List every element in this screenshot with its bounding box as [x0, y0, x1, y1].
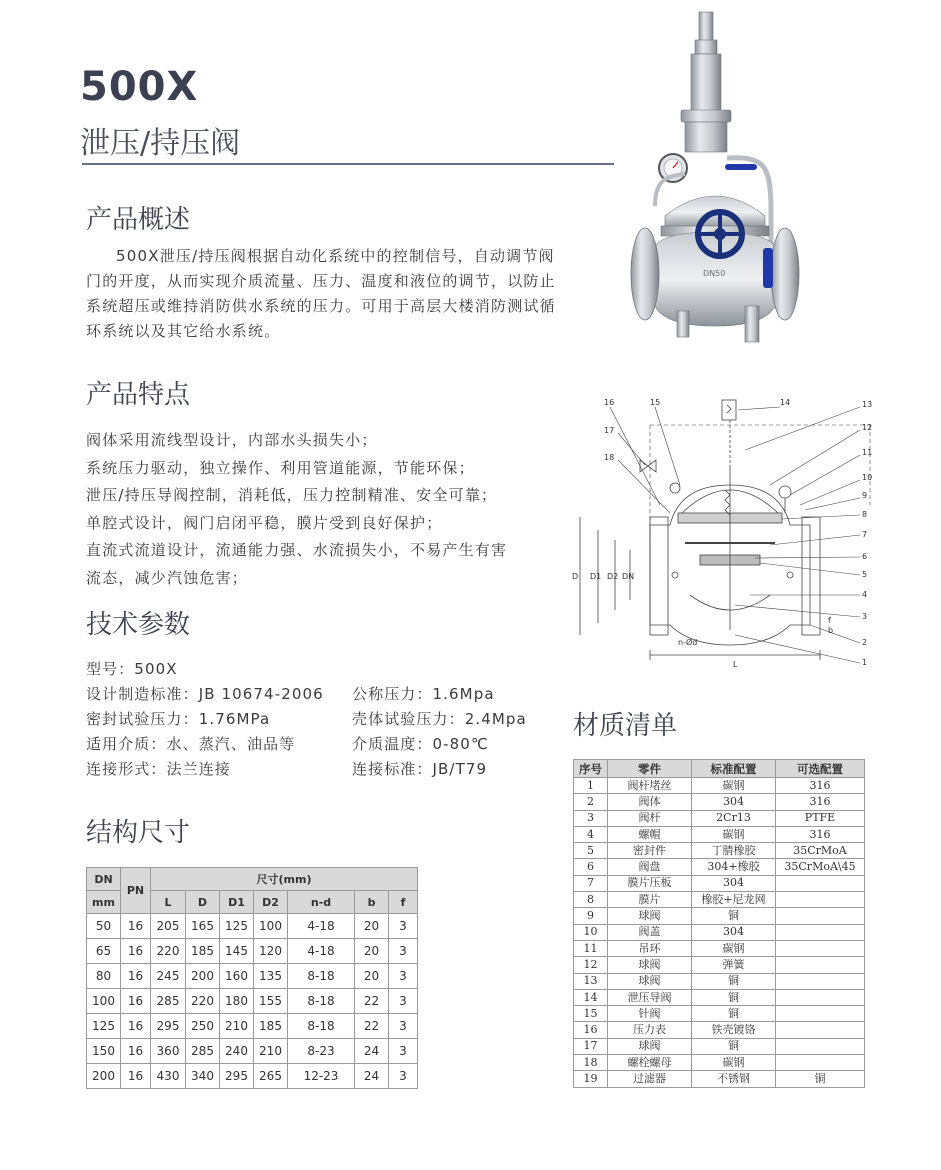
table-cell: 12-23 [288, 1064, 355, 1089]
callout-label: 13 [862, 400, 873, 409]
table-cell: 8-18 [288, 1014, 355, 1039]
table-row [87, 939, 418, 964]
table-cell: 铜 [776, 1071, 865, 1087]
callout-label: 7 [862, 530, 868, 539]
table-cell: 16 [121, 989, 151, 1014]
table-cell: 12 [574, 957, 608, 973]
col-header: D1 [220, 891, 254, 914]
table-cell: 不锈钢 [692, 1071, 776, 1087]
table-row [574, 843, 865, 859]
table-cell: 22 [355, 989, 389, 1014]
table-cell: 295 [220, 1064, 254, 1089]
valve-body-mark: DN50 [703, 269, 726, 278]
table-cell: 铜 [692, 973, 776, 989]
table-row [574, 924, 865, 940]
callout-label: 8 [862, 510, 868, 519]
dim-label: DN [622, 572, 635, 581]
table-cell: 180 [220, 989, 254, 1014]
table-cell: 316 [776, 778, 865, 794]
dim-label: L [733, 660, 738, 669]
table-cell: 3 [389, 1064, 418, 1089]
table-cell: 304 [692, 875, 776, 891]
table-cell: 16 [574, 1022, 608, 1038]
table-cell: 304 [692, 794, 776, 810]
mat-col-header: 序号 [574, 760, 608, 778]
table-cell: 4-18 [288, 914, 355, 939]
table-row [574, 1038, 865, 1054]
features-list [86, 427, 556, 592]
callout-label: 17 [604, 426, 615, 435]
table-cell: 铜 [692, 989, 776, 1005]
table-cell: 螺帽 [608, 826, 692, 842]
table-cell: 20 [355, 914, 389, 939]
dimensions-table [86, 867, 418, 1089]
table-cell: 6 [574, 859, 608, 875]
table-cell: 185 [254, 1014, 288, 1039]
table-cell: 135 [254, 964, 288, 989]
table-cell: 18 [574, 1055, 608, 1071]
dn-header: DN [87, 868, 121, 891]
table-cell: 橡胶+尼龙网 [692, 892, 776, 908]
callout-label: 5 [862, 570, 868, 579]
table-cell: 膜片 [608, 892, 692, 908]
table-cell: 螺栓螺母 [608, 1055, 692, 1071]
table-cell: 弹簧 [692, 957, 776, 973]
table-row [574, 989, 865, 1005]
callout-label: 11 [862, 448, 873, 457]
table-cell: 35CrMoA [776, 843, 865, 859]
table-cell: 16 [121, 939, 151, 964]
table-cell: 16 [121, 1064, 151, 1089]
table-cell: 铜 [692, 1038, 776, 1054]
table-cell: 65 [87, 939, 121, 964]
callout-label: 10 [862, 473, 873, 482]
table-cell: 球阀 [608, 973, 692, 989]
dim-label: D [572, 572, 579, 581]
table-cell: 316 [776, 826, 865, 842]
table-cell: 4-18 [288, 939, 355, 964]
product-model: 500X [80, 64, 199, 110]
table-cell: 304 [692, 924, 776, 940]
col-header: f [389, 891, 418, 914]
table-cell: 360 [151, 1039, 186, 1064]
table-row [87, 1064, 418, 1089]
table-cell: PTFE [776, 810, 865, 826]
table-cell [776, 1038, 865, 1054]
table-cell [776, 875, 865, 891]
dimensions-body [87, 914, 418, 1089]
callout-label: 4 [862, 590, 868, 599]
table-cell: 阀杆堵丝 [608, 778, 692, 794]
table-cell: 20 [355, 939, 389, 964]
table-cell: 285 [151, 989, 186, 1014]
spec-model: 型号：500X [86, 660, 178, 678]
table-row [574, 957, 865, 973]
spec-connection-standard: 连接标准：JB/T79 [352, 760, 488, 778]
callout-label: 2 [862, 638, 868, 647]
table-cell: 220 [186, 989, 220, 1014]
col-header: n-d [288, 891, 355, 914]
table-cell: 7 [574, 875, 608, 891]
table-cell: 吊环 [608, 940, 692, 956]
table-row [87, 914, 418, 939]
table-cell: 阀盖 [608, 924, 692, 940]
table-row [574, 908, 865, 924]
table-cell [776, 1055, 865, 1071]
materials-heading: 材质清单 [573, 711, 678, 741]
table-cell: 9 [574, 908, 608, 924]
table-row [87, 1014, 418, 1039]
feature-line: 单腔式设计，阀门启闭平稳，膜片受到良好保护； [86, 513, 443, 532]
table-row [574, 1022, 865, 1038]
product-subtitle: 泄压/持压阀 [80, 126, 241, 161]
table-cell: 3 [389, 1039, 418, 1064]
spec-standard: 设计制造标准：JB 10674-2006 [86, 685, 324, 703]
table-cell: 3 [389, 939, 418, 964]
feature-line: 泄压/持压导阀控制，消耗低，压力控制精准、安全可靠； [86, 486, 498, 504]
table-cell: 球阀 [608, 957, 692, 973]
table-cell: 210 [220, 1014, 254, 1039]
table-cell [776, 957, 865, 973]
table-cell: 24 [355, 1064, 389, 1089]
table-cell [776, 1006, 865, 1022]
table-row [574, 859, 865, 875]
table-cell: 5 [574, 843, 608, 859]
dim-label: D2 [607, 572, 619, 581]
dimensions-heading: 结构尺寸 [86, 818, 191, 848]
table-cell: 250 [186, 1014, 220, 1039]
table-row [87, 1039, 418, 1064]
callout-label: 9 [862, 491, 868, 500]
table-row [574, 1055, 865, 1071]
table-row [574, 875, 865, 891]
table-cell [776, 924, 865, 940]
table-cell: 220 [151, 939, 186, 964]
table-cell: 165 [186, 914, 220, 939]
table-cell [776, 1022, 865, 1038]
feature-line: 阀体采用流线型设计，内部水头损失小； [86, 431, 378, 449]
table-cell: 200 [186, 964, 220, 989]
table-cell: 265 [254, 1064, 288, 1089]
table-cell: 304+橡胶 [692, 859, 776, 875]
table-cell: 16 [121, 1014, 151, 1039]
table-cell [776, 940, 865, 956]
table-cell: 2Cr13 [692, 810, 776, 826]
table-cell: 1 [574, 778, 608, 794]
table-cell: 80 [87, 964, 121, 989]
table-row [574, 973, 865, 989]
table-cell: 100 [87, 989, 121, 1014]
table-cell: 205 [151, 914, 186, 939]
dim-label: n-Ød [678, 638, 698, 647]
table-cell: 碳钢 [692, 778, 776, 794]
table-row [574, 892, 865, 908]
features-heading: 产品特点 [86, 380, 191, 410]
mat-col-header: 标准配置 [692, 760, 776, 778]
table-cell [776, 892, 865, 908]
table-cell [776, 973, 865, 989]
table-cell: 11 [574, 940, 608, 956]
table-cell: 240 [220, 1039, 254, 1064]
table-row [574, 826, 865, 842]
table-cell: 球阀 [608, 908, 692, 924]
callout-label: 18 [604, 453, 615, 462]
table-cell: 针阀 [608, 1006, 692, 1022]
table-cell: 3 [389, 914, 418, 939]
mm-header: mm [87, 891, 121, 914]
table-cell: 8-18 [288, 989, 355, 1014]
table-cell: 245 [151, 964, 186, 989]
table-cell: 铜 [692, 1006, 776, 1022]
table-cell: 阀盘 [608, 859, 692, 875]
callout-label: 14 [780, 398, 791, 407]
table-cell: 16 [121, 964, 151, 989]
table-cell: 密封件 [608, 843, 692, 859]
callout-label: 12 [862, 423, 873, 432]
materials-body [574, 778, 865, 1088]
table-cell: 200 [87, 1064, 121, 1089]
size-header: 尺寸(mm) [151, 868, 418, 891]
spec-seal-pressure: 密封试验压力：1.76MPa [86, 710, 271, 728]
callout-label: 1 [862, 658, 868, 667]
valve-product-image [625, 6, 805, 351]
table-cell [776, 989, 865, 1005]
table-cell: 2 [574, 794, 608, 810]
callout-label: 6 [862, 552, 868, 561]
feature-line: 流态，减少汽蚀危害； [86, 568, 249, 587]
table-cell: 430 [151, 1064, 186, 1089]
table-cell: 316 [776, 794, 865, 810]
col-header: b [355, 891, 389, 914]
table-cell: 丁腈橡胶 [692, 843, 776, 859]
table-cell: 碳钢 [692, 826, 776, 842]
table-row [87, 989, 418, 1014]
table-cell: 压力表 [608, 1022, 692, 1038]
table-cell: 285 [186, 1039, 220, 1064]
table-cell: 铜 [692, 908, 776, 924]
table-cell: 过滤器 [608, 1071, 692, 1087]
table-cell: 4 [574, 826, 608, 842]
table-row [87, 964, 418, 989]
col-header: L [151, 891, 186, 914]
table-row [574, 1071, 865, 1087]
table-cell: 15 [574, 1006, 608, 1022]
valve-section-drawing [570, 395, 890, 675]
table-cell: 3 [389, 1014, 418, 1039]
table-cell: 125 [87, 1014, 121, 1039]
spec-connection: 连接形式：法兰连接 [86, 760, 231, 778]
table-cell: 22 [355, 1014, 389, 1039]
table-cell: 8-18 [288, 964, 355, 989]
table-cell: 阀杆 [608, 810, 692, 826]
table-cell: 碳钢 [692, 940, 776, 956]
table-row [574, 794, 865, 810]
dim-label: D1 [590, 572, 602, 581]
table-row [574, 778, 865, 794]
col-header: D [186, 891, 220, 914]
table-cell: 185 [186, 939, 220, 964]
mat-col-header: 可选配置 [776, 760, 865, 778]
table-cell: 16 [121, 914, 151, 939]
table-cell: 340 [186, 1064, 220, 1089]
table-cell: 160 [220, 964, 254, 989]
table-cell: 阀体 [608, 794, 692, 810]
table-cell: 24 [355, 1039, 389, 1064]
spec-nominal-pressure: 公称压力：1.6Mpa [352, 685, 495, 703]
feature-line: 直流式流道设计，流通能力强、水流损失小，不易产生有害 [86, 541, 508, 559]
table-cell: 16 [121, 1039, 151, 1064]
table-cell: 150 [87, 1039, 121, 1064]
table-cell: 100 [254, 914, 288, 939]
dim-label: b [828, 626, 834, 635]
table-cell: 10 [574, 924, 608, 940]
pn-header: PN [121, 868, 151, 914]
table-cell: 19 [574, 1071, 608, 1087]
table-cell: 球阀 [608, 1038, 692, 1054]
col-header: D2 [254, 891, 288, 914]
table-cell: 20 [355, 964, 389, 989]
table-cell: 膜片压板 [608, 875, 692, 891]
table-cell [776, 908, 865, 924]
specs-heading: 技术参数 [86, 610, 191, 640]
table-cell: 碳钢 [692, 1055, 776, 1071]
table-cell: 210 [254, 1039, 288, 1064]
table-row [574, 810, 865, 826]
table-cell: 35CrMoA\45 [776, 859, 865, 875]
table-cell: 295 [151, 1014, 186, 1039]
table-row [574, 1006, 865, 1022]
table-cell: 3 [574, 810, 608, 826]
overview-text: 500X泄压/持压阀根据自动化系统中的控制信号，自动调节阀门的开度，从而实现介质流量、压力、温度和液位的调节，以防止系统超压或维持消防供水系统的压力。可用于高层大楼消防测试循环系统以及其它给水系统。 [86, 247, 556, 340]
overview-heading: 产品概述 [86, 205, 191, 235]
feature-line: 系统压力驱动，独立操作、利用管道能源，节能环保； [86, 458, 475, 477]
spec-medium: 适用介质：水、蒸汽、油品等 [86, 735, 296, 753]
spec-shell-pressure: 壳体试验压力：2.4Mpa [352, 710, 527, 728]
table-cell: 145 [220, 939, 254, 964]
table-cell: 8-23 [288, 1039, 355, 1064]
table-cell: 13 [574, 973, 608, 989]
table-cell: 铁壳镀铬 [692, 1022, 776, 1038]
materials-table [573, 759, 865, 1088]
table-cell: 155 [254, 989, 288, 1014]
title-divider [82, 163, 614, 165]
table-cell: 3 [389, 989, 418, 1014]
table-cell: 3 [389, 964, 418, 989]
table-cell: 120 [254, 939, 288, 964]
table-cell: 17 [574, 1038, 608, 1054]
table-cell: 14 [574, 989, 608, 1005]
table-cell: 125 [220, 914, 254, 939]
table-cell: 泄压导阀 [608, 989, 692, 1005]
callout-label: 15 [650, 398, 661, 407]
spec-temperature: 介质温度：0-80℃ [352, 735, 489, 753]
table-row [574, 940, 865, 956]
callout-label: 16 [604, 398, 615, 407]
callout-label: 3 [862, 612, 868, 621]
table-cell: 50 [87, 914, 121, 939]
dim-label: f [828, 616, 831, 625]
table-cell: 8 [574, 892, 608, 908]
mat-col-header: 零件 [608, 760, 692, 778]
